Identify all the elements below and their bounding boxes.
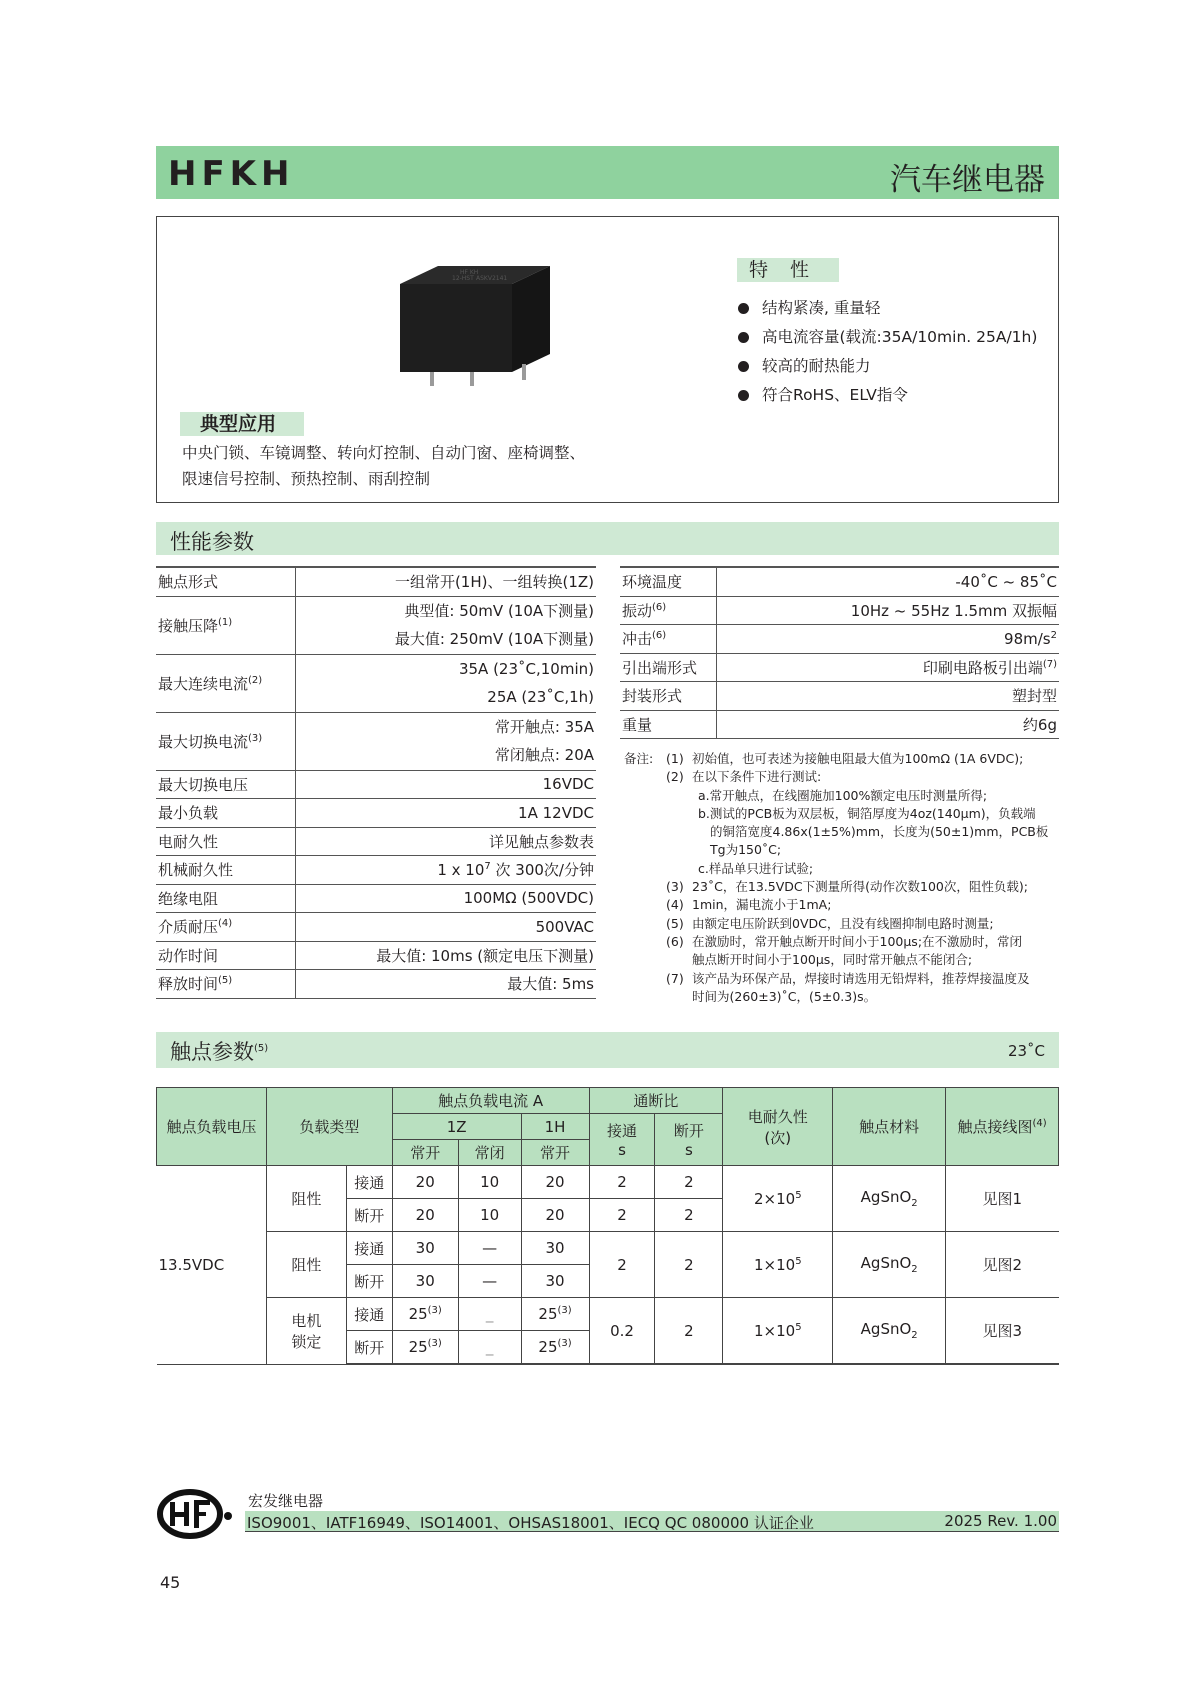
param-label: 封装形式 bbox=[620, 682, 716, 711]
param-label: 环境温度 bbox=[620, 567, 716, 596]
param-value: 详见触点参数表 bbox=[295, 827, 596, 856]
param-value: 常开触点: 35A 常闭触点: 20A bbox=[295, 712, 596, 770]
param-value: -40˚C ~ 85˚C bbox=[716, 567, 1059, 596]
operation: 接通 bbox=[346, 1232, 392, 1265]
on-time: 2 bbox=[589, 1232, 655, 1298]
on-time: 0.2 bbox=[589, 1298, 655, 1365]
operation: 断开 bbox=[346, 1265, 392, 1298]
notes bbox=[624, 750, 1064, 1006]
col-header: 触点材料 bbox=[833, 1088, 946, 1166]
param-value: 最大值: 5ms bbox=[295, 970, 596, 999]
off-time: 2 bbox=[655, 1232, 723, 1298]
performance-table-left bbox=[156, 566, 596, 999]
on-time: 2 bbox=[589, 1199, 655, 1232]
current-nc: _ bbox=[458, 1331, 521, 1365]
contact-section-header bbox=[156, 1032, 1059, 1068]
note-number: (3) bbox=[666, 879, 684, 895]
operation: 接通 bbox=[346, 1166, 392, 1199]
features-title: 特 性 bbox=[737, 258, 839, 282]
contact-voltage: 13.5VDC bbox=[157, 1166, 267, 1365]
col-header: 常闭 bbox=[458, 1140, 521, 1166]
contact-title: 触点参数$^{(5)}$ bbox=[170, 1040, 269, 1064]
current-1h: 25$^{(3)}$ bbox=[521, 1331, 589, 1365]
param-value: 1A 12VDC bbox=[295, 799, 596, 828]
product-category: 汽车继电器 bbox=[890, 162, 1045, 198]
param-value: 35A (23˚C,10min) 25A (23˚C,1h) bbox=[295, 654, 596, 712]
note-number: (5) bbox=[666, 915, 684, 931]
note-text: 由额定电压阶跃到0VDC，且没有线圈抑制电路时测量; bbox=[692, 915, 994, 931]
param-value: 塑封型 bbox=[716, 682, 1059, 711]
note-number: (2) bbox=[666, 769, 684, 785]
param-label: 最小负载 bbox=[156, 799, 295, 828]
param-label: 机械耐久性 bbox=[156, 856, 295, 885]
notes-prefix: 备注: bbox=[624, 751, 654, 766]
current-1h: 20 bbox=[521, 1199, 589, 1232]
note-text: 时间为(260±3)˚C，(5±0.3)s。 bbox=[692, 988, 877, 1004]
param-label: 释放时间$^{(5)}$ bbox=[156, 970, 295, 999]
current-no: 30 bbox=[392, 1265, 458, 1298]
applications-title: 典型应用 bbox=[180, 412, 304, 436]
param-label: 重量 bbox=[620, 710, 716, 739]
note-text: 在激励时，常开触点断开时间小于100μs;在不激励时，常闭 bbox=[692, 933, 1023, 949]
current-nc: 10 bbox=[458, 1166, 521, 1199]
table-row bbox=[157, 1166, 1059, 1199]
endurance: $2\times 10^5$ bbox=[723, 1166, 833, 1232]
load-type: 阻性 bbox=[266, 1232, 346, 1298]
endurance: $1\times 10^5$ bbox=[723, 1232, 833, 1298]
off-time: 2 bbox=[655, 1199, 723, 1232]
param-value: 500VAC bbox=[295, 913, 596, 942]
param-label: 触点形式 bbox=[156, 567, 295, 596]
note-text: 初始值，也可表述为接触电阻最大值为100mΩ (1A 6VDC); bbox=[692, 751, 1024, 766]
off-time: 2 bbox=[655, 1298, 723, 1365]
relay-marking-1: HF KH bbox=[460, 269, 479, 276]
param-label: 绝缘电阻 bbox=[156, 884, 295, 913]
current-1h: 20 bbox=[521, 1166, 589, 1199]
wiring-figure: 见图2 bbox=[946, 1232, 1059, 1298]
relay-marking-3: ASKV2141 bbox=[476, 275, 508, 282]
operation: 断开 bbox=[346, 1199, 392, 1232]
applications-text bbox=[182, 440, 622, 492]
note-text: 该产品为环保产品，焊接时请选用无铅焊料，推荐焊接温度及 bbox=[692, 970, 1030, 986]
current-no: 25$^{(3)}$ bbox=[392, 1331, 458, 1365]
note-text: 的铜箔宽度4.86x(1±5%)mm，长度为(50±1)mm，PCB板 bbox=[710, 824, 1049, 840]
col-header: 接通 s bbox=[589, 1114, 655, 1166]
current-nc: — bbox=[458, 1265, 521, 1298]
current-no: 20 bbox=[392, 1199, 458, 1232]
note-text: 在以下条件下进行测试: bbox=[692, 769, 822, 785]
current-no: 25$^{(3)}$ bbox=[392, 1298, 458, 1331]
note-text: c.样品单只进行试验; bbox=[698, 860, 814, 876]
applications-line: 中央门锁、车镜调整、转向灯控制、自动门窗、座椅调整、 bbox=[182, 444, 586, 462]
wiring-figure: 见图3 bbox=[946, 1298, 1059, 1365]
performance-title: 性能参数 bbox=[170, 530, 254, 554]
relay-marking-2: 12-HST bbox=[452, 275, 474, 282]
note-text: a.常开触点，在线圈施加100%额定电压时测量所得; bbox=[698, 787, 988, 803]
col-header: 通断比 bbox=[589, 1088, 723, 1114]
hongfa-logo bbox=[156, 1488, 236, 1540]
operation: 接通 bbox=[346, 1298, 392, 1331]
col-header: 负载类型 bbox=[266, 1088, 392, 1166]
col-header: 触点负载电流 A bbox=[392, 1088, 589, 1114]
contact-table bbox=[156, 1087, 1059, 1365]
applications-line: 限速信号控制、预热控制、雨刮控制 bbox=[182, 470, 431, 488]
current-no: 20 bbox=[392, 1166, 458, 1199]
material: AgSnO$_2$ bbox=[833, 1232, 946, 1298]
current-nc: — bbox=[458, 1232, 521, 1265]
current-no: 30 bbox=[392, 1232, 458, 1265]
material: AgSnO$_2$ bbox=[833, 1298, 946, 1365]
page-number: 45 bbox=[160, 1573, 181, 1592]
col-header: 电耐久性 (次) bbox=[723, 1088, 833, 1166]
param-label: 振动$^{(6)}$ bbox=[620, 596, 716, 625]
col-header: 1H bbox=[521, 1114, 589, 1140]
relay-product-image bbox=[400, 266, 550, 386]
col-header: 常开 bbox=[392, 1140, 458, 1166]
col-header: 触点接线图$^{(4)}$ bbox=[946, 1088, 1059, 1166]
wiring-figure: 见图1 bbox=[946, 1166, 1059, 1232]
note-number: (6) bbox=[666, 933, 684, 949]
param-label: 引出端形式 bbox=[620, 653, 716, 682]
performance-section-header bbox=[156, 522, 1059, 555]
param-value: 1 x $10^7$ 次 300次/分钟 bbox=[295, 856, 596, 885]
company-name: 宏发继电器 bbox=[248, 1492, 324, 1510]
table-row bbox=[157, 1232, 1059, 1265]
note-text: 23˚C，在13.5VDC下测量所得(动作次数100次，阻性负载); bbox=[692, 879, 1028, 895]
performance-table-right bbox=[620, 566, 1059, 739]
model-name: HFKH bbox=[168, 154, 295, 194]
off-time: 2 bbox=[655, 1166, 723, 1199]
param-value: 约6g bbox=[716, 710, 1059, 739]
param-label: 动作时间 bbox=[156, 941, 295, 970]
load-type: 电机 锁定 bbox=[266, 1298, 346, 1365]
param-label: 接触压降$^{(1)}$ bbox=[156, 596, 295, 654]
features-list bbox=[738, 296, 1037, 412]
current-nc: _ bbox=[458, 1298, 521, 1331]
certification-bar bbox=[245, 1511, 1059, 1532]
param-value: 一组常开(1H)、一组转换(1Z) bbox=[295, 567, 596, 596]
contact-temperature: 23˚C bbox=[1007, 1042, 1045, 1060]
param-value: $98m/s^2$ bbox=[716, 625, 1059, 654]
current-nc: 10 bbox=[458, 1199, 521, 1232]
note-text: b.测试的PCB板为双层板，铜箔厚度为4oz(140μm)，负载端 bbox=[698, 805, 1036, 821]
material: AgSnO$_2$ bbox=[833, 1166, 946, 1232]
title-bar bbox=[156, 146, 1059, 199]
endurance: $1\times 10^5$ bbox=[723, 1298, 833, 1365]
note-text: 1min，漏电流小于1mA; bbox=[692, 897, 832, 913]
param-value: 印刷电路板引出端$^{(7)}$ bbox=[716, 653, 1059, 682]
param-value: 典型值: 50mV (10A下测量) 最大值: 250mV (10A下测量) bbox=[295, 596, 596, 654]
note-number: (4) bbox=[666, 897, 684, 913]
param-label: 冲击$^{(6)}$ bbox=[620, 625, 716, 654]
current-1h: 25$^{(3)}$ bbox=[521, 1298, 589, 1331]
param-value: 16VDC bbox=[295, 770, 596, 799]
note-number: (7) bbox=[666, 970, 684, 986]
note-text: 触点断开时间小于100μs，同时常开触点不能闭合; bbox=[692, 952, 973, 968]
param-label: 最大连续电流$^{(2)}$ bbox=[156, 654, 295, 712]
col-header: 断开 s bbox=[655, 1114, 723, 1166]
current-1h: 30 bbox=[521, 1265, 589, 1298]
operation: 断开 bbox=[346, 1331, 392, 1365]
certifications: ISO9001、IATF16949、ISO14001、OHSAS18001、IECQ QC 080000 认证企业 bbox=[247, 1514, 814, 1532]
on-time: 2 bbox=[589, 1166, 655, 1199]
param-value: 10Hz ~ 55Hz 1.5mm 双振幅 bbox=[716, 596, 1059, 625]
feature-item: 较高的耐热能力 bbox=[738, 354, 1037, 383]
param-label: 最大切换电流$^{(3)}$ bbox=[156, 712, 295, 770]
col-header: 常开 bbox=[521, 1140, 589, 1166]
param-label: 最大切换电压 bbox=[156, 770, 295, 799]
table-row bbox=[157, 1298, 1059, 1331]
note-text: Tg为150˚C; bbox=[710, 842, 782, 858]
load-type: 阻性 bbox=[266, 1166, 346, 1232]
note-number: (1) bbox=[666, 751, 684, 766]
param-value: 100MΩ (500VDC) bbox=[295, 884, 596, 913]
param-label: 电耐久性 bbox=[156, 827, 295, 856]
feature-item: 结构紧凑, 重量轻 bbox=[738, 296, 1037, 325]
col-header: 1Z bbox=[392, 1114, 521, 1140]
document-version: 2025 Rev. 1.00 bbox=[944, 1512, 1057, 1530]
current-1h: 30 bbox=[521, 1232, 589, 1265]
param-value: 最大值: 10ms (额定电压下测量) bbox=[295, 941, 596, 970]
param-label: 介质耐压$^{(4)}$ bbox=[156, 913, 295, 942]
feature-item: 符合RoHS、ELV指令 bbox=[738, 383, 1037, 412]
col-header: 触点负载电压 bbox=[157, 1088, 267, 1166]
feature-item: 高电流容量(载流:35A/10min. 25A/1h) bbox=[738, 325, 1037, 354]
